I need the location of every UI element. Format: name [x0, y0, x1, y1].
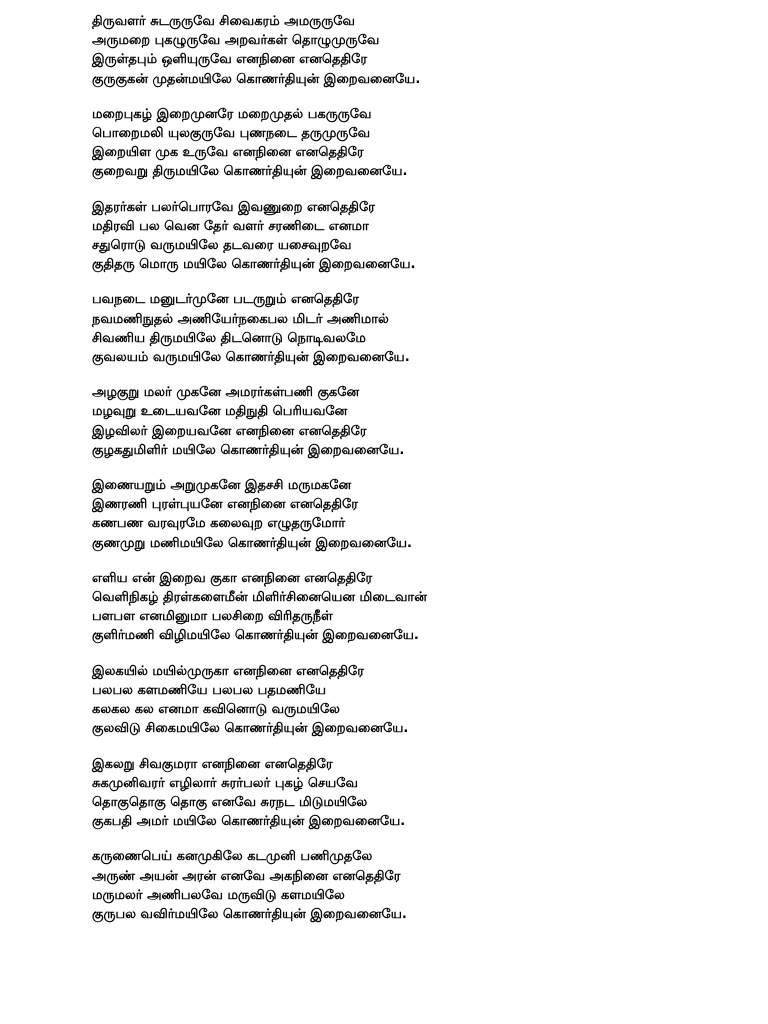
verse-line: கலகல கல எனமா கவினொடு வருமயிலே: [92, 702, 340, 718]
verse-line: பொறைமலி யுலகுருவே புணநடை தருமுருவே: [92, 126, 371, 142]
stanza-8: [92, 662, 752, 739]
verse-line: அருண் அயன் அரன் எனவே அகநினை எனதெதிரே: [92, 868, 401, 884]
verse-line: இணையறும் அறுமுகனே இதசசி மருமகனே: [92, 478, 352, 494]
verse-line: குவலயம் வருமயிலே கொணர்தியுன் இறைவனையே.: [92, 350, 410, 366]
verse-line: இகலறு சிவகுமரா எனநினை எனதெதிரே: [92, 756, 333, 772]
verse-line: அழகுறு மலர் முகனே அமரர்கள்பணி குகனே: [92, 385, 360, 401]
verse-line: சிவணிய திருமயிலே திடனொடு நொடிவலமே: [92, 330, 366, 346]
verse-line: சுகமுனிவரர் எழிலார் சுரர்பலர் புகழ் செயவே: [92, 775, 358, 791]
verse-line: குதிதரு மொரு மயிலே கொணர்தியுன் இறைவனையே.: [92, 257, 416, 273]
verse-line: மழவுறு உடையவனே மதிநுதி பெரியவனே: [92, 404, 348, 420]
verse-line: மதிரவி பல வென தேர் வளர் சரணிடை எனமா: [92, 218, 369, 234]
stanza-5: [92, 383, 752, 460]
stanza-1: [92, 12, 752, 89]
verse-line: இறையிள முக உருவே எனநினை எனதெதிரே: [92, 145, 364, 161]
verse-line: பளபள எனமினுமா பலசிறை விரிதருநீள்: [92, 609, 333, 625]
verse-line: இழவிலர் இறையவனே எனநினை எனதெதிரே: [92, 423, 367, 439]
verse-line: இருள்தபும் ஒளியுருவே எனநினை எனதெதிரே: [92, 52, 368, 68]
verse-line: இணரணி புரள்புயனே எனநினை எனதெதிரே: [92, 497, 358, 513]
verse-line: தொகுதொகு தொகு எனவே சுரநட மிடுமயிலே: [92, 794, 368, 810]
verse-line: குழகதுமிளிர் மயிலே கொணர்தியுன் இறைவனையே.: [92, 442, 405, 458]
verse-line: குணமுறு மணிமயிலே கொணர்தியுன் இறைவனையே.: [92, 535, 412, 551]
verse-line: பலபல களமணியே பலபல பதமணியே: [92, 682, 326, 698]
verse-line: இலகயில் மயில்முருகா எனநினை எனதெதிரே: [92, 663, 365, 679]
verse-line: அருமறை புகழுருவே அறவர்கள் தொழுமுருவே: [92, 33, 380, 49]
verse-line: குருபல வவிர்மயிலே கொணர்தியுன் இறைவனையே.: [92, 906, 407, 922]
stanza-4: [92, 290, 752, 367]
verse-line: குறைவறு திருமயிலே கொணர்தியுன் இறைவனையே.: [92, 164, 408, 180]
verse-line: நவமணிநுதல் அணியேர்நகைபல மிடர் அணிமால்: [92, 311, 389, 327]
verse-line: எளிய என் இறைவ குகா எனநினை எனதெதிரே: [92, 570, 373, 586]
verse-line: இதரர்கள் பலர்பொரவே இவணுறை எனதெதிரே: [92, 199, 375, 215]
verse-line: குருகுகன் முதன்மயிலே கொணர்தியுன் இறைவனையே.: [92, 71, 421, 87]
verse-line: குகபதி அமர் மயிலே கொணர்தியுன் இறைவனையே.: [92, 814, 406, 830]
stanza-10: [92, 847, 752, 924]
poem-page: [92, 12, 752, 940]
verse-line: வெளிநிகழ் திரள்களைமீன் மிளிர்சினையென மிடைவான்: [92, 590, 427, 606]
stanza-3: [92, 198, 752, 275]
stanza-7: [92, 569, 752, 646]
verse-line: சதுரொடு வருமயிலே தடவரை யசைவுறவே: [92, 238, 352, 254]
stanza-2: [92, 105, 752, 182]
stanza-6: [92, 476, 752, 553]
verse-line: மறைபுகழ் இறைமுனரே மறைமுதல் பகருருவே: [92, 106, 372, 122]
stanza-9: [92, 755, 752, 832]
verse-line: திருவளர் சுடருருவே சிவைகரம் அமருருவே: [92, 14, 355, 29]
verse-line: குலவிடு சிகைமயிலே கொணர்தியுன் இறைவனையே.: [92, 721, 409, 737]
verse-line: கருணைபெய் கனமுகிலே கடமுனி பணிமுதலே: [92, 849, 373, 865]
verse-line: பவநடை மனுடர்முனே படருறும் எனதெதிரே: [92, 292, 359, 308]
verse-line: மருமலர் அணிபலவே மருவிடு களமயிலே: [92, 887, 345, 903]
verse-line: கணபண வரவுரமே கலைவுற எழுதருமோர்: [92, 516, 346, 532]
verse-line: குளிர்மணி விழிமயிலே கொணர்தியுன் இறைவனையே.: [92, 628, 419, 644]
